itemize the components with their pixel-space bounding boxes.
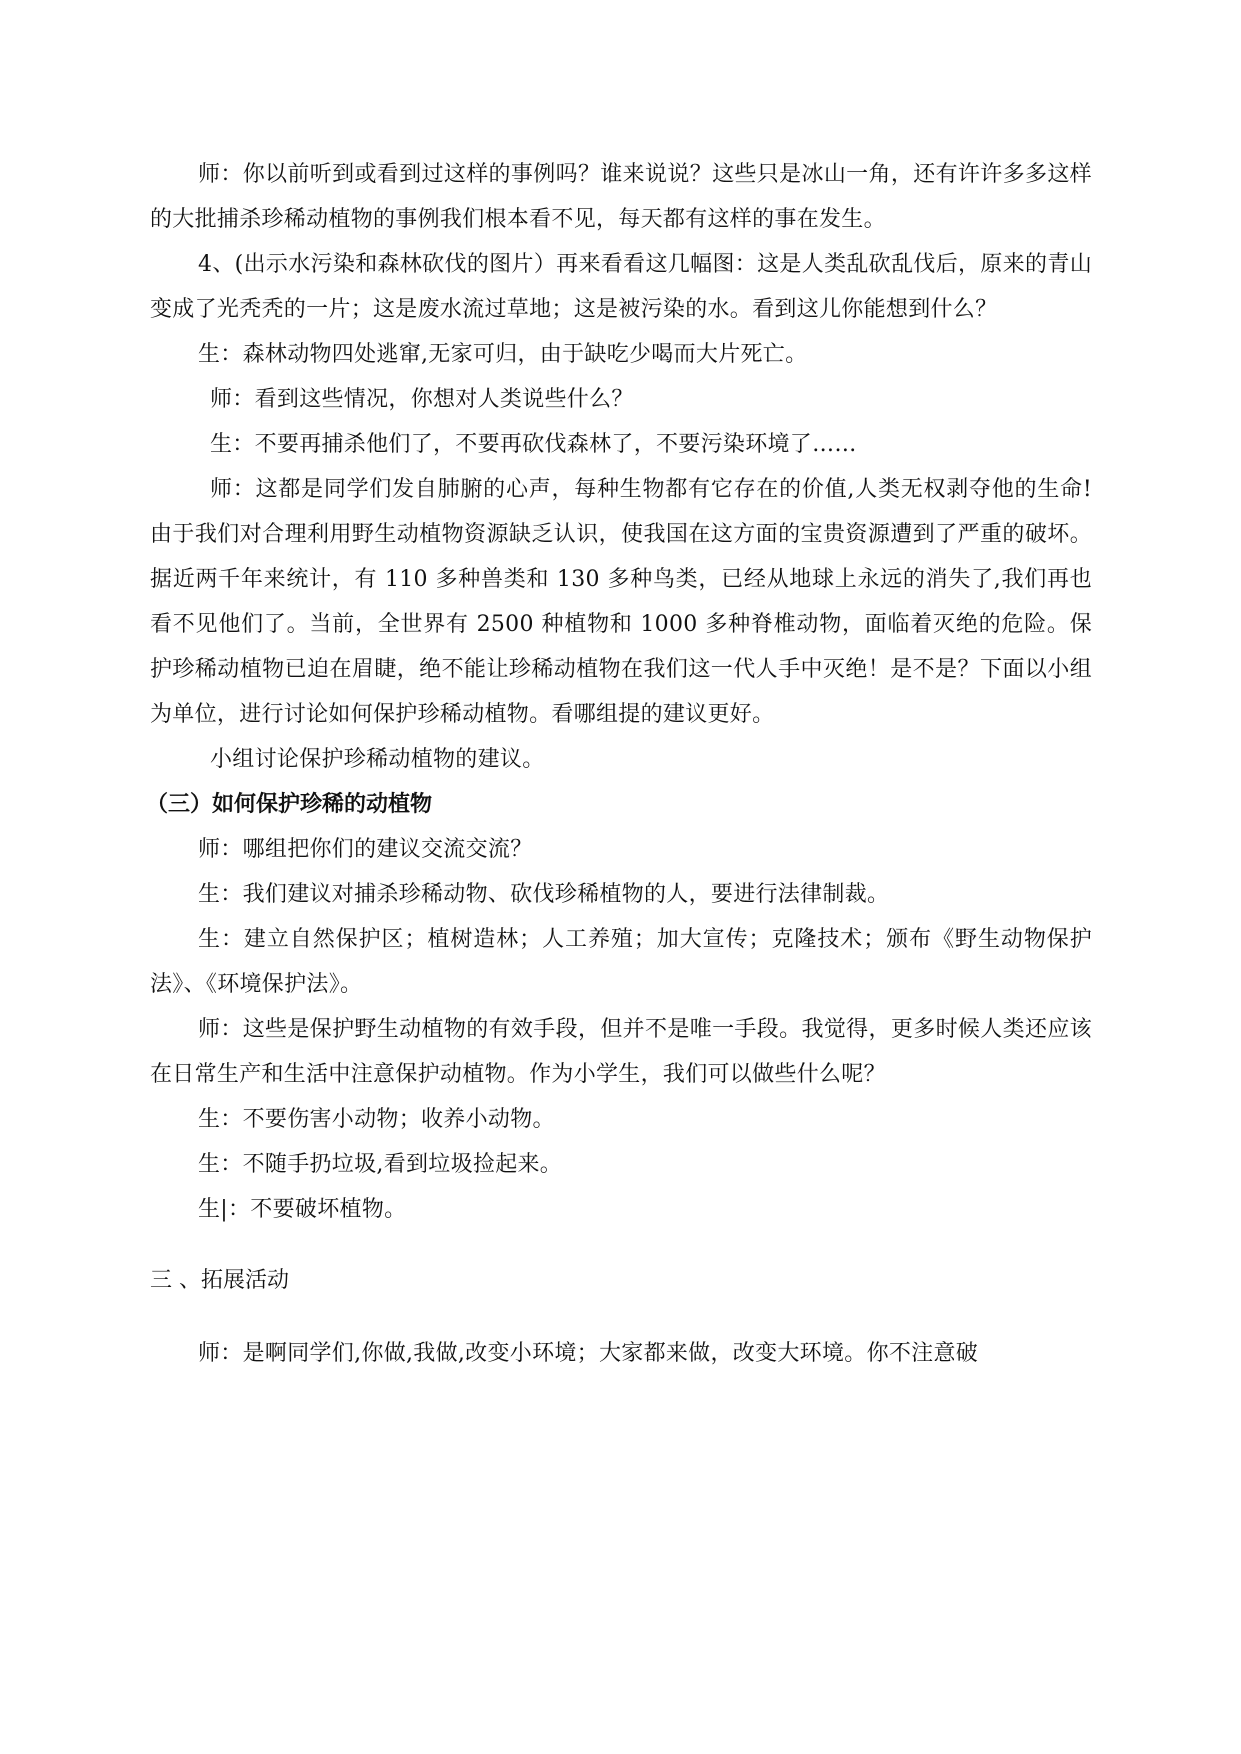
paragraph: 师：哪组把你们的建议交流交流？ — [198, 837, 533, 862]
paragraph: 生：森林动物四处逃窜,无家可归，由于缺吃少喝而大片死亡。 — [198, 342, 808, 367]
paragraph: 生|：不要破坏植物。 — [198, 1197, 407, 1222]
paragraph: 师：这都是同学们发自肺腑的心声，每种生物都有它存在的价值,人类无权剥夺他的生命!由于我们对合理利用野生动植物资源缺乏认识，使我国在这方面的宝贵资源遭到了严重的破坏。据近两千年来统计，有 110 多种兽类和 130 多种鸟类，已经从地球上永远的消失了,我们再也看不见他们了。当前，全世界有 2500 种植物和 1000 多种脊椎动物，面临着灭绝的危险。保护珍稀动植物已迫在眉睫，绝不能让珍稀动植物在我们这一代人手中灭绝！是不是？下面以小组为单位，进行讨论如何保护珍稀动植物。看哪组提的建议更好。 — [150, 477, 1092, 727]
paragraph: 小组讨论保护珍稀动植物的建议。 — [210, 747, 545, 772]
paragraph: 师：这些是保护野生动植物的有效手段，但并不是唯一手段。我觉得，更多时候人类还应该在日常生产和生活中注意保护动植物。作为小学生，我们可以做些什么呢？ — [150, 1017, 1092, 1087]
subsection-heading: （三）如何保护珍稀的动植物 — [146, 792, 433, 817]
paragraph: 4、(出示水污染和森林砍伐的图片）再来看看这几幅图：这是人类乱砍乱伐后，原来的青山变成了光秃秃的一片；这是废水流过草地；这是被污染的水。看到这儿你能想到什么？ — [150, 252, 1092, 322]
paragraph: 师：看到这些情况，你想对人类说些什么？ — [210, 387, 634, 412]
paragraph: 生：不要再捕杀他们了，不要再砍伐森林了，不要污染环境了…… — [210, 432, 857, 457]
paragraph: 生：我们建议对捕杀珍稀动物、砍伐珍稀植物的人，要进行法律制裁。 — [198, 882, 890, 907]
spacer — [150, 1303, 1092, 1331]
document-body — [146, 152, 1092, 1376]
paragraph: 生：建立自然保护区；植树造林；人工养殖；加大宣传；克隆技术；颁布《野生动物保护法》、《环境保护法》。 — [150, 927, 1092, 997]
paragraph: 师：是啊同学们,你做,我做,改变小环境；大家都来做，改变大环境。你不注意破 — [198, 1341, 979, 1366]
paragraph: 生：不要伤害小动物；收养小动物。 — [198, 1107, 555, 1132]
section-title: 三 、拓展活动 — [150, 1268, 289, 1293]
paragraph: 生：不随手扔垃圾,看到垃圾捡起来。 — [198, 1152, 563, 1177]
spacer — [150, 1232, 1092, 1258]
paragraph: 师：你以前听到或看到过这样的事例吗？谁来说说？这些只是冰山一角，还有许许多多这样的大批捕杀珍稀动植物的事例我们根本看不见，每天都有这样的事在发生。 — [150, 162, 1092, 232]
